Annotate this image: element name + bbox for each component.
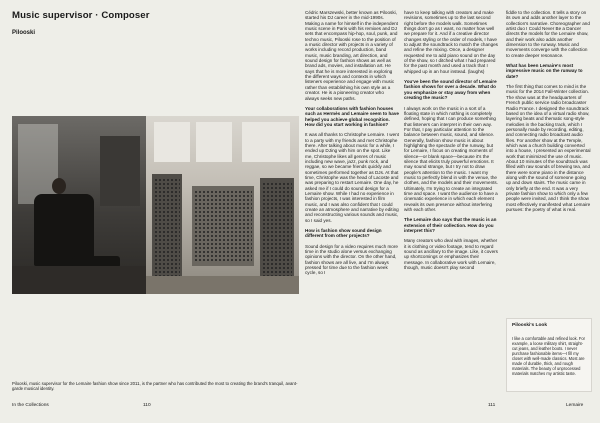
interview-question: What has been Lemaire's most impressive music on the runway to date? [506,63,583,79]
article-paragraph: Many creators who deal with images, whether it is clothing or video footage, tend to regard sound as ancillary to the image. Like, it covers up shortcomings or emphasizes their message. In collaborative work with Lemaire, though, music doesn't play second [404,238,498,271]
floor [12,266,146,294]
article-paragraph: Sound design for a video requires much more time in the studio alone versus exchanging opinions with the director. On the other hand, fashion shows are all live, and I'm always pressed for time due to the fashion week cycle, so I [305,243,398,276]
studio-floor [146,276,299,294]
photo-left-panel [12,116,146,294]
article-paragraph: have to keep talking with creators and make revisions, sometimes up to the last second right before the models walk. Sometimes things don't go as I want, no matter how well we prepare for it. And if a creative director changes styling or the order of models, I have to adjust the soundtrack to match the changes and refine the mixing. Once, a designer requested me to add piano sound on the day of the show, so I ditched what I had prepared for the past month and used a track that I whipped up in an hour instead. (laughs) [404,10,498,74]
page-number-left: 110 [143,403,151,408]
rack-knobs-right [262,182,292,280]
shelf [100,136,140,206]
photo-caption: Pilooski, music supervisor for the Lemaire fashion show since 2011, is the partner who has contributed the most to creating the brand's tranquil, avant-garde musical identity. [12,381,298,392]
console-knobs [194,190,252,262]
interview-question: You've been the sound director of Lemaire fashion shows for over a decade. What do you emphasize or stay away from when creating the music? [404,79,497,101]
interview-question: The Lemaire duo says that the music is an extension of their collection. How do you interpret this? [404,217,497,234]
article-paragraph: The first thing that comes to mind is the music for the 2014 Fall-Winter collection. The show was at the headquarters of French public service radio broadcaster Radio France. I designed the soundtrack based on the idea of a virtual radio show, layering beats and thematic song-style melodies in the backing track, which I personally made by recording, editing, and connecting radio broadcast audio files. For another show at the Temple, which was a church building converted into a house, I presented an experimental work that minimized the use of music. About 10 minutes of the soundtrack was filled with raw sounds of brewing tea, and there were some piano in the distance along with the sound of someone going up and down stairs. The music came in only briefly at the end. It was a very private fashion show to which only a few people were invited, and I think the show most effectively manifested what Lemaire pursues: the poetry of what is real. [506,84,591,213]
studio-window-3 [242,122,290,162]
article-paragraph: I always work on the music in a sort of a floating state in which nothing is completely defined, hoping that I can produce something that listeners can interpret in their own way. For that, I pay particular attention to the balance between music, sound, and silence. Generally, fashion show music is about highlighting the spectacle of the runway, but for Lemaire, I focus on creating moments of silence—or blank space—because it's the silence that elicits truly powerful emotions. It may sound strange, but I try not to draw people's attention to the music. I want my music to perfectly blend in with the venue, the clothes, and the models and their movements. Ultimately, I'm trying to create an integrated time and space. I want the audience to have a cinematic experience in which each element reveals its own presence without interfering with each other. [404,105,498,213]
sidebar-body: I like a comfortable and refined look. For example, a loose military shirt, straight-cut jeans, and leather boots. I never purchase fashionable items—I fill my closet with well-made classics. Most are made of durable, thick, and rough materials. The beauty of unprocessed materials matches my artistic taste. [512,336,586,376]
article-paragraph: fiddle to the collection. It tells a story on its own and adds another layer to the collection's narrative. Choreographer and artist duo I Could Never Be a Dancer directs the models for the Lemaire show, and their work also adds another dimension to the runway. Music and movements converge with the collection to create deeper resonance. [506,10,590,58]
page-title: Music supervisor · Composer [12,10,150,21]
interviewee-name: Pilooski [12,30,36,36]
interview-question: Your collaborations with fashion houses such as Hermès and Lemaire seem to have helped you achieve global recognition. How did you start working in fashion? [305,105,399,127]
section-label: In the Collections [12,403,49,408]
sidebar-title: Pilooski's Look [512,323,547,328]
rack-knobs [154,178,180,278]
interview-question: How is fashion show sound design different from other projects? [305,228,382,239]
window-light [18,124,58,204]
article-column-1 [305,10,399,415]
article-column-2 [404,10,499,402]
page-number-right: 111 [488,403,496,408]
brand-label: Lemaire [566,403,584,408]
person-head [52,178,66,194]
sidebar-box [506,318,592,392]
article-paragraph: It was all thanks to Christophe Lemaire. I went to a party with my friends and met Christophe there. After talking about music for a while, I ended up DJing with him on the spot. Like me, Christophe likes all genres of music including new wave, jazz, punk rock, and reggae, so we became friends quickly and sometimes performed together as DJs. At that time, Christophe was the head of Lacoste and was preparing to restart Lemaire. One day, he asked me if I could do sound design for a Lemaire show. While I had no experience in fashion projects, I was interested in film music, and I was also confident that I could create an atmosphere and narrative by editing and reconstructing various sounds and music, so I said yes. [305,132,399,223]
studio-window-2 [196,122,232,162]
photo-right-panel [146,116,299,294]
studio-window-1 [154,122,190,162]
studio-photo [12,116,299,294]
article-paragraph: Cédric Marszewski, better known as Pilooski, started his DJ career in the mid-1990s. Making a name for himself in the independent music scene in Paris with his remixes and DJ sets that encompass hip-hop, soul, punk, and techno music, Pilooski rose to the position of a music director with projects in a variety of works including record production, band music, music branding, art direction, and sound design for fashion shows as well as brand ads, movies, and installation art. He says that he is more interested in exploring the different ways and contexts in which listeners experience and engage with music rather than establishing his own style as a creator. He is a pioneering creator who always seeks new paths. [305,10,398,101]
